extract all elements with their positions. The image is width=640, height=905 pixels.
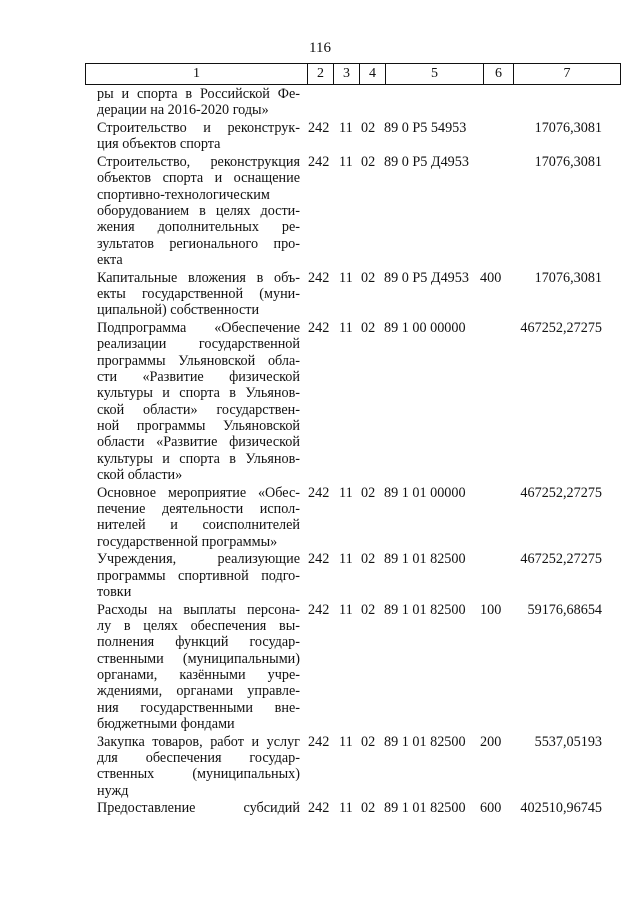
description-line: культуры и спорта в Ульянов-: [97, 450, 300, 467]
description-line: государственной программы»: [97, 533, 278, 550]
row-description: [97, 154, 300, 268]
description-line: оборудованием в целях дости-: [97, 203, 300, 220]
cell-c4: 02: [361, 551, 376, 568]
description-line: Основное мероприятие «Обес-: [97, 484, 300, 501]
description-line: программы Ульяновской обла-: [97, 352, 300, 369]
table-header: [85, 63, 621, 85]
cell-c4: 02: [361, 269, 376, 286]
column-header: 4: [360, 64, 386, 84]
cell-c2: 242: [308, 551, 330, 568]
cell-c3: 11: [339, 269, 353, 286]
cell-c7: 402510,96745: [520, 800, 602, 817]
cell-c4: 02: [361, 800, 376, 817]
table-row: [0, 551, 640, 601]
cell-c4: 02: [361, 601, 376, 618]
cell-c3: 11: [339, 120, 353, 137]
row-description: [97, 485, 300, 550]
cell-c5: 89 0 P5 54953: [384, 120, 467, 137]
description-line: Предоставление субсидий: [97, 800, 300, 817]
cell-c5: 89 1 01 82500: [384, 800, 466, 817]
row-description: [97, 551, 300, 600]
description-line: ственных (муниципальных): [97, 766, 300, 783]
description-line: дерации на 2016-2020 годы»: [97, 102, 269, 119]
description-line: Капитальные вложения в объ-: [97, 269, 300, 286]
description-line: Подпрограмма «Обеспечение: [97, 320, 300, 337]
table-row: [0, 270, 640, 320]
description-line: объектов спорта и оснащение: [97, 170, 300, 187]
cell-c5: 89 1 01 82500: [384, 551, 466, 568]
description-line: полнения функций государ-: [97, 634, 300, 651]
column-header: 2: [308, 64, 334, 84]
cell-c6: 200: [480, 733, 502, 750]
cell-c5: 89 0 P5 Д4953: [384, 269, 469, 286]
table-row: [0, 734, 640, 801]
row-description: [97, 734, 300, 799]
cell-c5: 89 0 P5 Д4953: [384, 154, 469, 171]
cell-c3: 11: [339, 800, 353, 817]
description-line: сти «Развитие физической: [97, 369, 300, 386]
cell-c2: 242: [308, 120, 330, 137]
description-line: программы спортивной подго-: [97, 567, 300, 584]
description-line: для обеспечения государ-: [97, 749, 300, 766]
cell-c2: 242: [308, 800, 330, 817]
cell-c7: 17076,3081: [534, 154, 602, 171]
description-line: ция объектов спорта: [97, 136, 221, 153]
cell-c7: 17076,3081: [534, 120, 602, 137]
description-line: бюджетными фондами: [97, 715, 235, 732]
cell-c5: 89 1 01 82500: [384, 733, 466, 750]
cell-c2: 242: [308, 269, 330, 286]
description-line: нужд: [97, 782, 129, 799]
row-description: [97, 86, 300, 119]
cell-c3: 11: [339, 484, 353, 501]
table-row: [0, 86, 640, 120]
description-line: Расходы на выплаты персона-: [97, 601, 300, 618]
cell-c6: 600: [480, 800, 502, 817]
cell-c7: 59176,68654: [527, 601, 602, 618]
description-line: нителей и соисполнителей: [97, 517, 300, 534]
cell-c4: 02: [361, 320, 376, 337]
cell-c3: 11: [339, 733, 353, 750]
cell-c7: 467252,27275: [520, 320, 602, 337]
cell-c5: 89 1 01 82500: [384, 601, 466, 618]
description-line: реализации государственной: [97, 336, 300, 353]
description-line: лу в целях обеспечения вы-: [97, 618, 300, 635]
description-line: ской области» государствен-: [97, 401, 300, 418]
cell-c5: 89 1 00 00000: [384, 320, 466, 337]
column-header: 6: [484, 64, 514, 84]
table-row: [0, 120, 640, 154]
description-line: печение деятельности испол-: [97, 500, 300, 517]
row-description: [97, 270, 300, 319]
cell-c7: 467252,27275: [520, 551, 602, 568]
table-row: [0, 320, 640, 485]
cell-c4: 02: [361, 484, 376, 501]
cell-c2: 242: [308, 733, 330, 750]
description-line: товки: [97, 583, 132, 600]
table-row: [0, 602, 640, 734]
description-line: Строительство, реконструкция: [97, 154, 300, 171]
description-line: ждениями, органами управле-: [97, 683, 300, 700]
table-row: [0, 154, 640, 270]
cell-c5: 89 1 01 00000: [384, 484, 466, 501]
row-description: [97, 800, 300, 816]
description-line: области «Развитие физической: [97, 434, 300, 451]
row-description: [97, 120, 300, 153]
cell-c7: 17076,3081: [534, 269, 602, 286]
description-line: ципальной) собственности: [97, 302, 260, 319]
page-number: 116: [309, 40, 331, 56]
description-line: Учреждения, реализующие: [97, 551, 300, 568]
description-line: ской области»: [97, 466, 183, 483]
cell-c4: 02: [361, 120, 376, 137]
description-line: екты государственной (муни-: [97, 286, 300, 303]
row-description: [97, 602, 300, 732]
description-line: спортивно-технологическим: [97, 186, 270, 203]
column-header: 1: [86, 64, 308, 84]
description-line: ния государственными вне-: [97, 699, 300, 716]
cell-c7: 5537,05193: [534, 733, 602, 750]
column-header: 3: [334, 64, 360, 84]
cell-c2: 242: [308, 320, 330, 337]
description-line: ственными (муниципальными): [97, 650, 300, 667]
table-row: [0, 800, 640, 818]
description-line: Строительство и реконструк-: [97, 120, 300, 137]
cell-c2: 242: [308, 601, 330, 618]
column-header: 5: [386, 64, 484, 84]
cell-c7: 467252,27275: [520, 484, 602, 501]
cell-c3: 11: [339, 320, 353, 337]
description-line: екта: [97, 251, 123, 268]
description-line: жения дополнительных ре-: [97, 219, 300, 236]
description-line: ры и спорта в Российской Фе-: [97, 86, 300, 102]
table-row: [0, 485, 640, 552]
column-header: 7: [563, 66, 571, 81]
description-line: Закупка товаров, работ и услуг: [97, 733, 300, 750]
cell-c4: 02: [361, 154, 376, 171]
description-line: органами, казёнными учре-: [97, 666, 300, 683]
description-line: ной программы Ульяновской: [97, 417, 300, 434]
cell-c6: 100: [480, 601, 502, 618]
cell-c2: 242: [308, 154, 330, 171]
table-body: [0, 86, 640, 818]
cell-c2: 242: [308, 484, 330, 501]
cell-c3: 11: [339, 551, 353, 568]
cell-c6: 400: [480, 269, 502, 286]
cell-c4: 02: [361, 733, 376, 750]
description-line: зультатов регионального про-: [97, 235, 300, 252]
cell-c3: 11: [339, 601, 353, 618]
description-line: культуры и спорта в Ульянов-: [97, 385, 300, 402]
row-description: [97, 320, 300, 483]
cell-c3: 11: [339, 154, 353, 171]
